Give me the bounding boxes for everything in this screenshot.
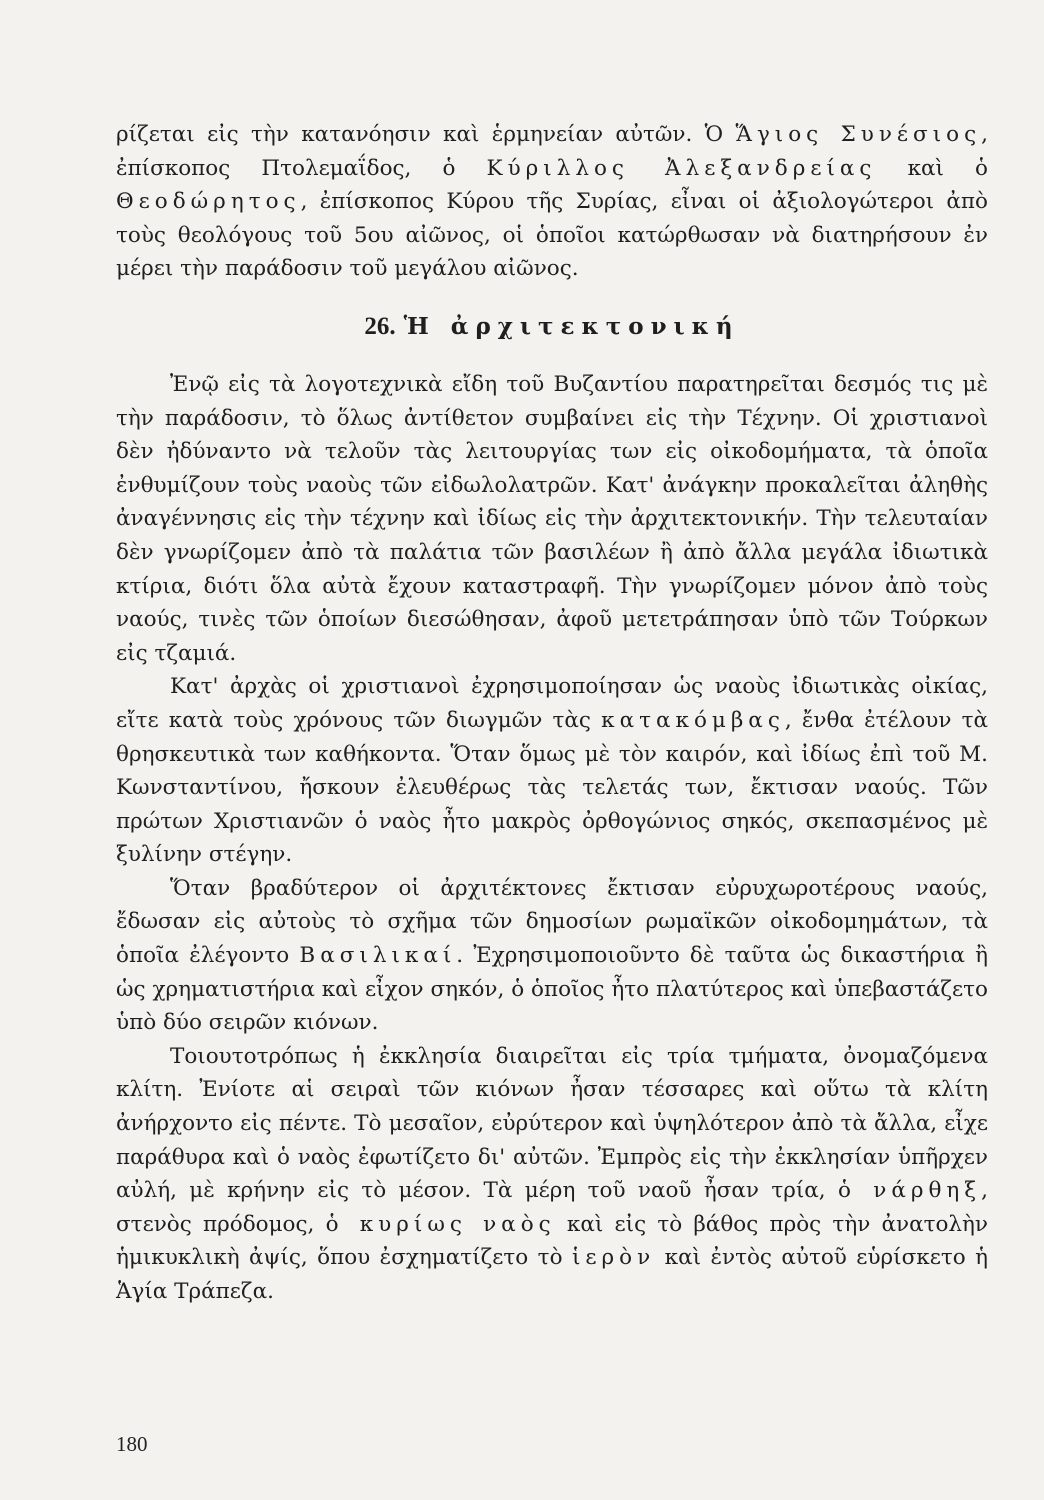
word-katakombas: κατακόμβας — [601, 707, 785, 733]
word-basilikai: Βασιλικαί — [299, 943, 457, 969]
intro-paragraph — [116, 118, 988, 286]
intro-text-2: , ἐπίσκοπος Πτολεμαΐδος, ὁ — [116, 122, 988, 181]
intro-text-1: ρίζεται εἰς τὴν κατανόησιν καὶ ἑρμηνείαν αὐτῶν. Ὁ — [116, 122, 736, 147]
intro-text-4: , ἐπίσκοπος Κύρου τῆς Συρίας, εἶναι οἱ ἀξιολογώτεροι ἀπὸ τοὺς θεολόγους τοῦ 5ου αἰῶνος, οἱ ὁποῖοι κατώρθωσαν νὰ διατηρήσουν ἐν μέρει τὴν παράδοσιν τοῦ μεγάλου αἰῶνος. — [116, 189, 988, 282]
paragraph-3 — [116, 872, 988, 1040]
book-page — [116, 118, 988, 1418]
name-synesios: Ἅγιος Συνέσιος — [735, 122, 982, 147]
section-heading — [116, 312, 988, 342]
section-title: Ἡ ἀρχιτεκτονική — [403, 312, 740, 340]
word-ieron: ἱερὸν — [571, 1245, 656, 1271]
p4-text-4: καὶ ἐντὸς αὐτοῦ εὑρίσκετο ἡ Ἁγία Τράπεζα. — [116, 1245, 988, 1304]
p3-text-2: . Ἐχρησιμοποιοῦντο δὲ ταῦτα ὡς δικαστήρια ἢ ὡς χρηματιστήρια καὶ εἶχον σηκόν, ὁ ὁποῖος ἦτο πλατύτερος καὶ ὑπεβαστάζετο ὑπὸ δύο σειρῶν κιόνων. — [116, 943, 988, 1036]
word-narthex: ὁ νάρθηξ — [837, 1178, 982, 1204]
p2-text-1: Κατ' ἀρχὰς οἱ χριστιανοὶ ἐχρησιμοποίησαν ὡς ναοὺς ἰδιωτικὰς οἰκίας, εἴτε κατὰ τοὺς χρόνους τῶν διωγμῶν τὰς — [116, 674, 988, 733]
intro-text-3: καὶ ὁ — [876, 155, 988, 181]
name-kyrillos: Κύριλλος Ἀλεξανδρείας — [486, 155, 877, 181]
paragraph-2 — [116, 670, 988, 872]
page-number: 180 — [116, 1432, 148, 1456]
p2-text-2: , ἔνθα ἐτέλουν τὰ θρησκευτικὰ των καθήκοντα. Ὅταν ὅμως μὲ τὸν καιρόν, καὶ ἰδίως ἐπὶ τοῦ Μ. Κωνσταντίνου, ἤσκουν ἐλευθέρως τὰς τελετάς των, ἔκτισαν ναούς. Τῶν πρώτων Χριστιανῶν ὁ ναὸς ἦτο μακρὸς ὀρθογώνιος σηκός, σκεπασμένος μὲ ξυλίνην στέγην. — [116, 707, 988, 868]
paragraph-4 — [116, 1040, 988, 1309]
name-theodoretos: Θεοδώρητος — [116, 189, 301, 215]
paragraph-1: Ἐνῷ εἰς τὰ λογοτεχνικὰ εἴδη τοῦ Βυζαντίου παρατηρεῖται δεσμός τις μὲ τὴν παράδοσιν, τὸ ὅλως ἀντίθετον συμβαίνει εἰς τὴν Τέχνην. Οἱ χριστιανοὶ δὲν ἠδύναντο νὰ τελοῦν τὰς λειτουργίας των εἰς οἰκοδομήματα, τὰ ὁποῖα ἐνθυμίζουν τοὺς ναοὺς τῶν εἰδωλολατρῶν. Κατ' ἀνάγκην προκαλεῖται ἀληθὴς ἀναγέννησις εἰς τὴν τέχνην καὶ ἰδίως εἰς τὴν ἀρχιτεκτονικήν. Τὴν τελευταίαν δὲν γνωρίζομεν ἀπὸ τὰ παλάτια τῶν βασιλέων ἢ ἀπὸ ἄλλα μεγάλα ἰδιωτικὰ κτίρια, διότι ὅλα αὐτὰ ἔχουν καταστραφῆ. Τὴν γνωρίζομεν μόνον ἀπὸ τοὺς ναούς, τινὲς τῶν ὁποίων διεσώθησαν, ἀφοῦ μετετράπησαν ὑπὸ τῶν Τούρκων εἰς τζαμιά. — [116, 371, 988, 666]
p3-text-1: Ὅταν βραδύτερον οἱ ἀρχιτέκτονες ἔκτισαν εὐρυχωροτέρους ναούς, ἔδωσαν εἰς αὐτοὺς τὸ σχῆμα τῶν δημοσίων ρωμαϊκῶν οἰκοδομημάτων, τὰ ὁποῖα ἐλέγοντο — [116, 875, 988, 969]
p4-text-3: καὶ εἰς τὸ βάθος πρὸς τὴν ἀνατολὴν ἡμικυκλικὴ ἀψίς, ὅπου ἐσχηματίζετο τὸ — [116, 1211, 988, 1271]
section-number: 26. — [364, 312, 396, 340]
p4-text-2: , στενὸς πρόδομος, — [116, 1178, 988, 1237]
p4-text-1: Τοιουτοτρόπως ἡ ἐκκλησία διαιρεῖται εἰς τρία τμήματα, ὀνομαζόμενα κλίτη. Ἐνίοτε αἱ σειραὶ τῶν κιόνων ἦσαν τέσσαρες καὶ οὕτω τὰ κλίτη ἀνήρχοντο εἰς πέντε. Τὸ μεσαῖον, εὐρύτερον καὶ ὑψηλότερον ἀπὸ τὰ ἄλλα, εἶχε παράθυρα καὶ ὁ ναὸς ἐφωτίζετο δι' αὐτῶν. Ἐμπρὸς εἰς τὴν ἐκκλησίαν ὑπῆρχεν αὐλή, μὲ κρήνην εἰς τὸ μέσον. Τὰ μέρη τοῦ ναοῦ ἦσαν τρία, — [116, 1043, 988, 1204]
word-kyrios-naos: ὁ κυρίως ναὸς — [325, 1211, 556, 1237]
